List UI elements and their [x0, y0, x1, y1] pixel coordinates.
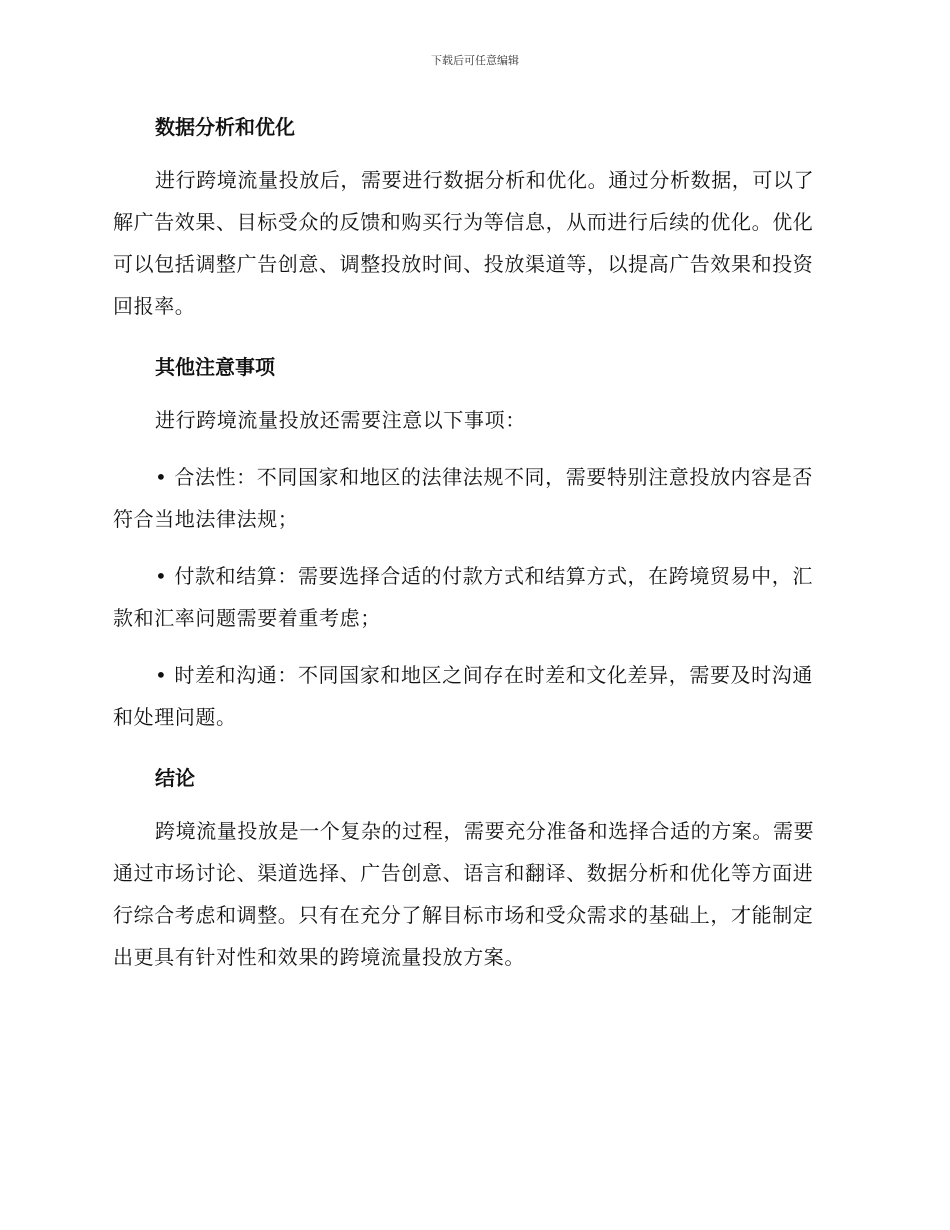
paragraph-data-analysis: 进行跨境流量投放后，需要进行数据分析和优化。通过分析数据，可以了解广告效果、目标受众的反馈和购买行为等信息，从而进行后续的优化。优化可以包括调整广告创意、调整投放时间、投放渠道等，以提高广告效果和投资回报率。: [113, 168, 815, 318]
section-heading-data-analysis: 数据分析和优化: [155, 115, 295, 139]
page-header-note: 下载后可任意编辑: [431, 54, 519, 67]
paragraph-other-notes-intro: 进行跨境流量投放还需要注意以下事项：: [155, 408, 526, 432]
bullet-payment-settlement: • 付款和结算：需要选择合适的付款方式和结算方式，在跨境贸易中，汇款和汇率问题需要着重考虑；: [113, 564, 813, 630]
paragraph-conclusion: 跨境流量投放是一个复杂的过程，需要充分准备和选择合适的方案。需要通过市场讨论、渠道选择、广告创意、语言和翻译、数据分析和优化等方面进行综合考虑和调整。只有在充分了解目标市场和受众需求的基础上，才能制定出更具有针对性和效果的跨境流量投放方案。: [113, 819, 815, 969]
bullet-legality: • 合法性：不同国家和地区的法律法规不同，需要特别注意投放内容是否符合当地法律法规；: [113, 465, 813, 531]
section-heading-conclusion: 结论: [155, 766, 195, 790]
section-heading-other-notes: 其他注意事项: [155, 355, 275, 379]
document-body: [113, 110, 833, 978]
bullet-timezone-communication: • 时差和沟通：不同国家和地区之间存在时差和文化差异，需要及时沟通和处理问题。: [113, 663, 813, 729]
